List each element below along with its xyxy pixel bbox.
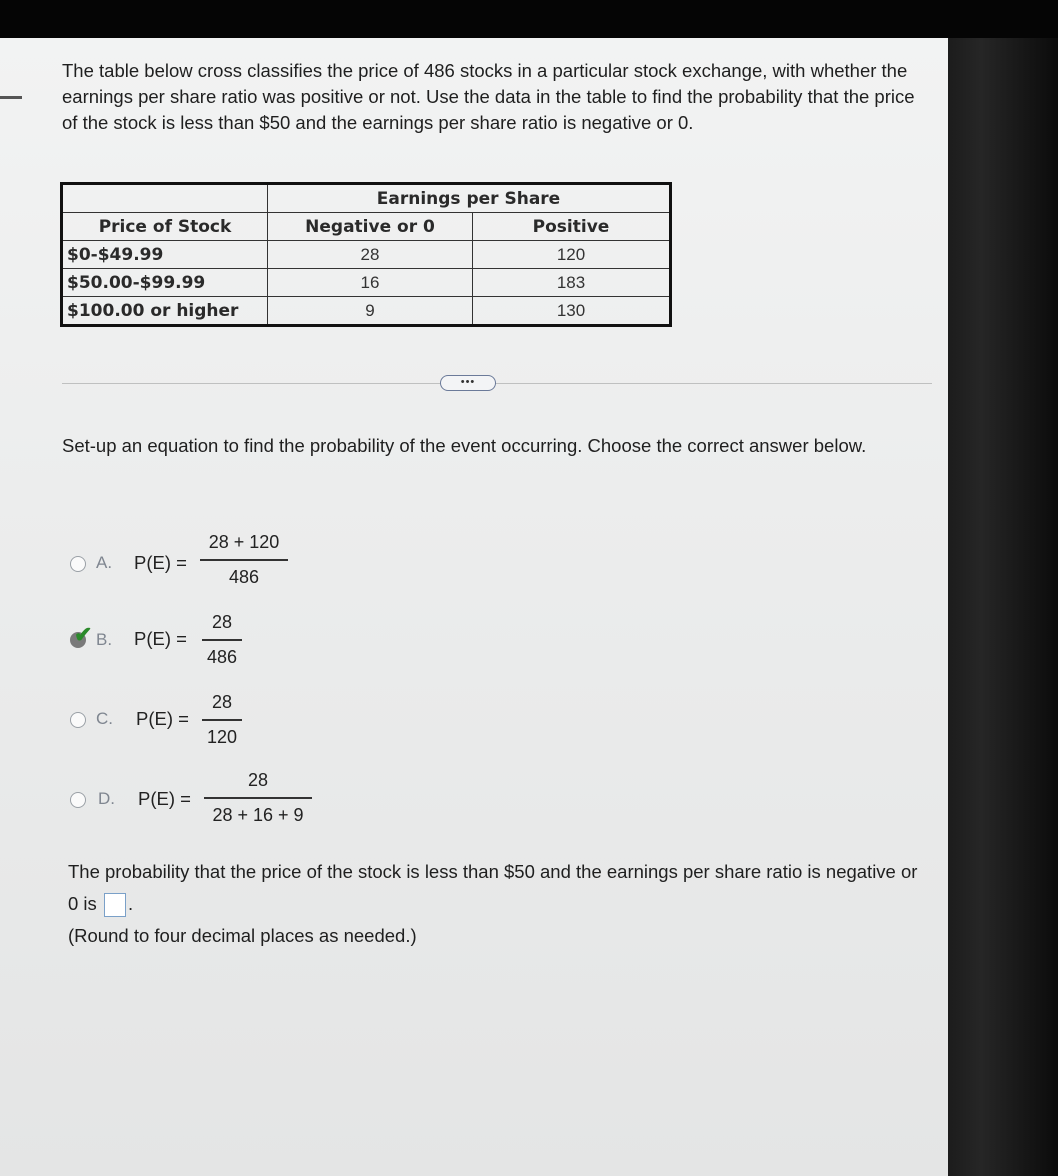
- left-edge-marker: [0, 96, 22, 99]
- answer-prompt: The probability that the price of the stock is less than $50 and the earnings per share ratio is negative or 0 is: [68, 861, 918, 914]
- choice-prefix: P(E) =: [138, 788, 191, 809]
- radio-button-a[interactable]: [70, 556, 86, 572]
- table-cell: 130: [473, 297, 671, 326]
- top-black-frame: [0, 0, 1058, 38]
- fraction-denominator: 120: [206, 726, 238, 747]
- choice-letter: A.: [96, 553, 113, 572]
- choice-prefix: P(E) =: [134, 552, 187, 573]
- fraction-denominator: 28 + 16 + 9: [212, 804, 304, 825]
- radio-button-d[interactable]: [70, 792, 86, 808]
- fraction-numerator: 28: [211, 612, 233, 632]
- table-cell: 28: [268, 241, 473, 269]
- problem-statement: The table below cross classifies the price of 486 stocks in a particular stock exchange, with whether the earnings per share ratio was positive or not. Use the data in the table to find the probability that the price of the stock is less than $50 and the earnings per share ratio is negative or 0.: [62, 60, 915, 133]
- col-header-negative: Negative or 0: [268, 213, 473, 241]
- row-header-label: Price of Stock: [62, 213, 268, 241]
- answer-period: .: [127, 893, 134, 914]
- choice-letter: B.: [96, 630, 113, 649]
- row-label: $0-$49.99: [62, 241, 268, 269]
- fraction-numerator: 28: [247, 770, 269, 790]
- table-row: [62, 241, 671, 269]
- table-row: [62, 297, 671, 326]
- choice-fraction: [202, 692, 242, 748]
- choice-prefix: P(E) =: [136, 708, 189, 729]
- col-header-positive: Positive: [473, 213, 671, 241]
- table-header-row: [62, 213, 671, 241]
- table-cell: 120: [473, 241, 671, 269]
- choice-fraction: [204, 770, 312, 826]
- fraction-denominator: 486: [206, 646, 238, 667]
- data-table: [60, 182, 672, 327]
- answer-section: [68, 856, 928, 952]
- radio-button-c[interactable]: [70, 712, 86, 728]
- answer-input[interactable]: [104, 893, 126, 917]
- fraction-denominator: 486: [228, 566, 260, 587]
- fraction-numerator: 28 + 120: [208, 532, 280, 552]
- expand-more-button[interactable]: •••: [440, 375, 496, 391]
- row-label: $50.00-$99.99: [62, 269, 268, 297]
- table-group-header: Earnings per Share: [268, 184, 671, 213]
- table-cell: 183: [473, 269, 671, 297]
- checkmark-icon: ✔: [74, 622, 93, 647]
- choice-fraction: [200, 532, 288, 588]
- choice-prefix: P(E) =: [134, 628, 187, 649]
- choice-letter: D.: [98, 789, 115, 808]
- choice-letter: C.: [96, 709, 113, 728]
- table-corner-cell: [62, 184, 268, 213]
- rounding-hint: (Round to four decimal places as needed.): [68, 925, 417, 946]
- table-row: [62, 269, 671, 297]
- table-cell: 16: [268, 269, 473, 297]
- fraction-numerator: 28: [211, 692, 233, 712]
- choice-fraction: [202, 612, 242, 668]
- row-label: $100.00 or higher: [62, 297, 268, 326]
- section-divider: [62, 383, 932, 384]
- table-cell: 9: [268, 297, 473, 326]
- monitor-bezel: [948, 38, 1058, 1176]
- table-group-header-row: [62, 184, 671, 213]
- question-instruction: Set-up an equation to find the probability of the event occurring. Choose the correct answer below.: [62, 435, 867, 456]
